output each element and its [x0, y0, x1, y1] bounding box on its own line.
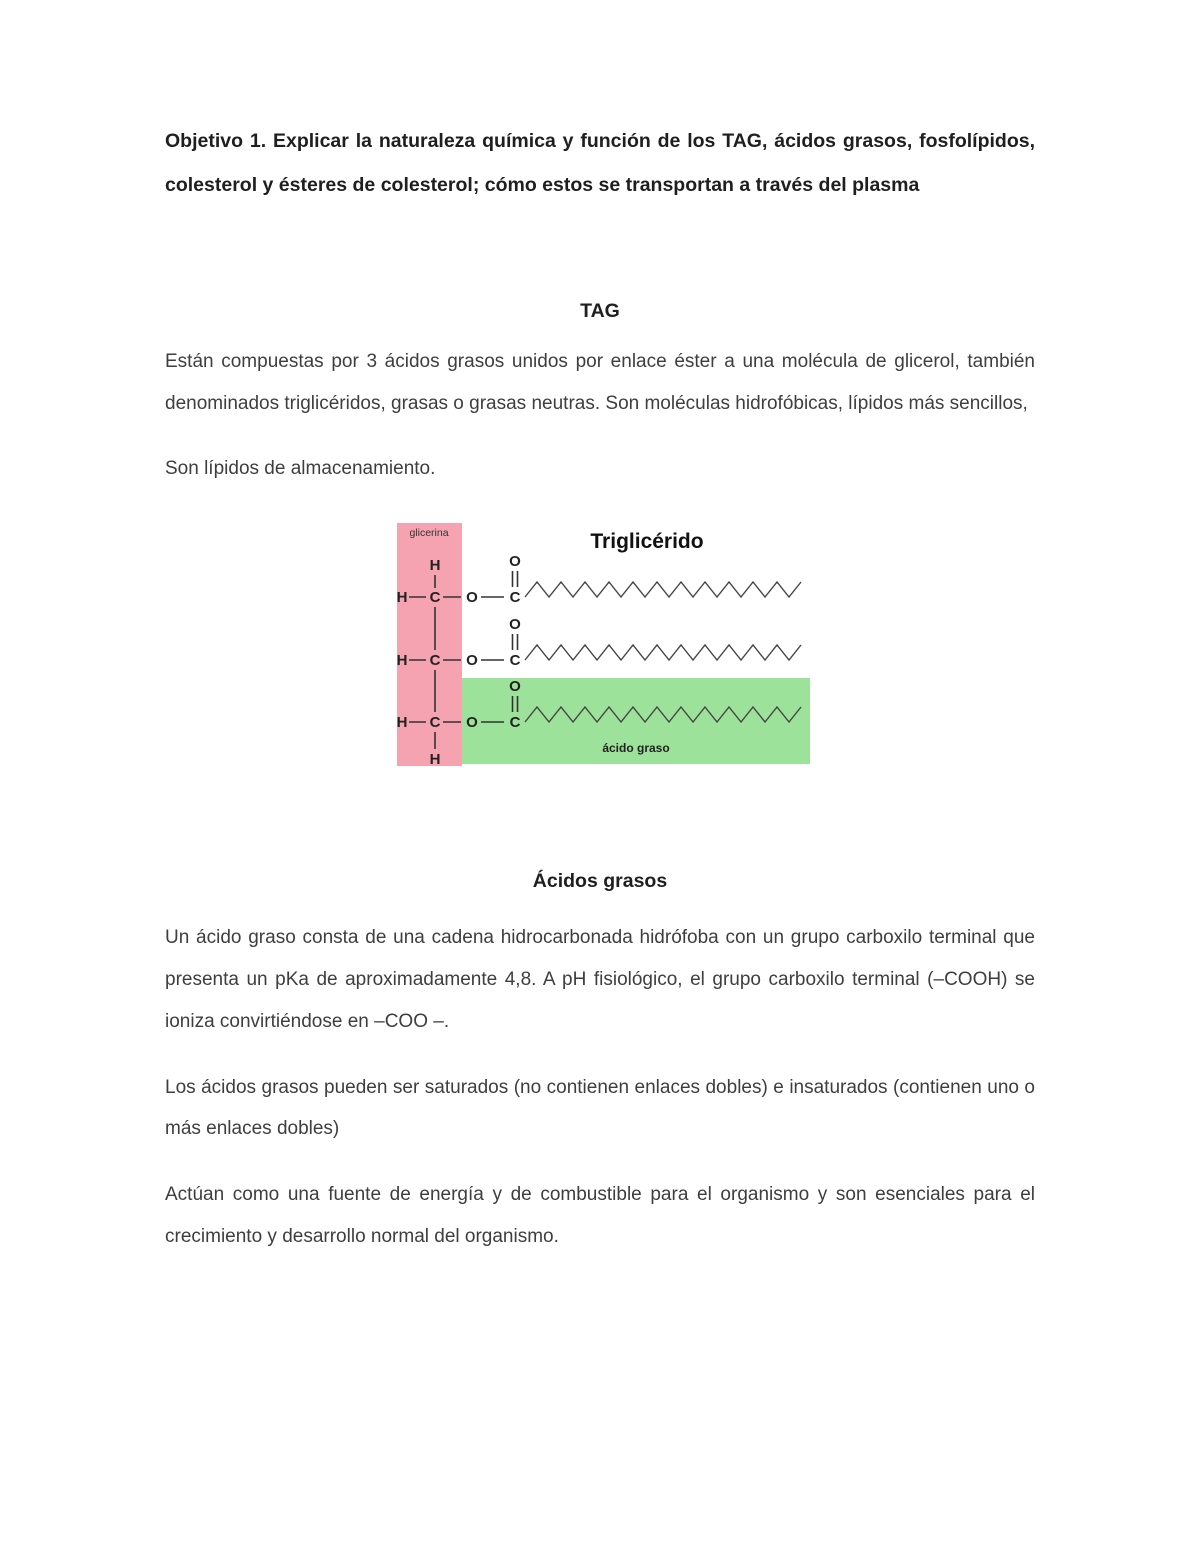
atom-h: H — [396, 589, 408, 607]
atom-o-ester: O — [466, 714, 478, 732]
tag-section-heading: TAG — [580, 299, 620, 322]
atom-h: H — [396, 714, 408, 732]
atom-c1: C — [429, 589, 441, 607]
fatty-paragraph-1: Un ácido graso consta de una cadena hidrocarbonada hidrófoba con un grupo carboxilo terminal que presenta un pKa de aproximadamente 4,8. A pH fisiológico, el grupo carboxilo terminal (–COOH) se ioniza convirtiéndose en –COO –. — [165, 927, 1035, 1032]
tag-paragraph-1: Están compuestas por 3 ácidos grasos unidos por enlace éster a una molécula de glicerol, también denominados triglicéridos, grasas o grasas neutras. Son moléculas hidrofóbicas, lípidos más sencillos, — [165, 350, 1035, 414]
atom-c2: C — [429, 652, 441, 670]
fatty-acids-section-heading: Ácidos grasos — [532, 870, 668, 893]
triglyceride-structure-svg — [391, 520, 823, 776]
main-heading: Objetivo 1. Explicar la naturaleza química y función de los TAG, ácidos grasos, fosfolípidos, colesterol y ésteres de colesterol; cómo estos se transportan a través del plasma — [165, 130, 1035, 196]
diagram-title: Triglicérido — [590, 530, 704, 554]
tag-paragraph-2: Son lípidos de almacenamiento. — [165, 458, 436, 480]
atom-o-ester: O — [466, 589, 478, 607]
atom-c-carbonyl: C — [509, 589, 521, 607]
fatty-paragraph-2: Los ácidos grasos pueden ser saturados (no contienen enlaces dobles) e insaturados (contienen uno o más enlaces dobles) — [165, 1076, 1035, 1140]
ester-group-1 — [443, 553, 801, 606]
atom-h-bottom: H — [429, 751, 441, 769]
atom-o-carbonyl: O — [509, 678, 521, 696]
fatty-acid-chain-1 — [525, 582, 801, 597]
atom-c-carbonyl: C — [509, 652, 521, 670]
fatty-acid-chain-2 — [525, 645, 801, 660]
atom-h-top: H — [429, 557, 441, 575]
fatty-acid-label: ácido graso — [602, 741, 670, 756]
glycerol-label: glicerina — [409, 527, 449, 540]
atom-c3: C — [429, 714, 441, 732]
atom-o-carbonyl: O — [509, 553, 521, 571]
triglyceride-diagram — [391, 520, 823, 776]
atom-o-ester: O — [466, 652, 478, 670]
fatty-paragraph-3: Actúan como una fuente de energía y de combustible para el organismo y son esenciales para el crecimiento y desarrollo normal del organismo. — [165, 1184, 1035, 1247]
atom-h: H — [396, 652, 408, 670]
atom-o-carbonyl: O — [509, 616, 521, 634]
ester-group-2 — [443, 616, 801, 669]
atom-c-carbonyl: C — [509, 714, 521, 732]
